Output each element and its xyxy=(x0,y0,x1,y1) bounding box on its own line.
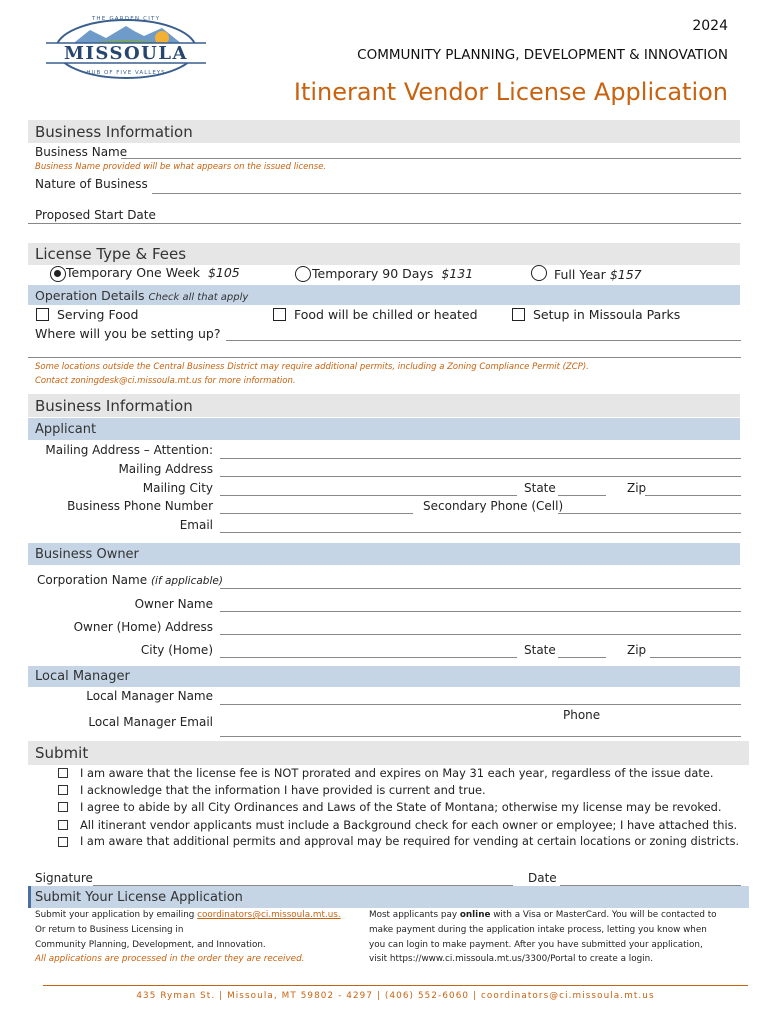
signature-label: Signature xyxy=(35,871,93,885)
owner-name-field[interactable] xyxy=(220,611,741,612)
state-field[interactable] xyxy=(558,495,606,496)
missoula-parks-label: Setup in Missoula Parks xyxy=(533,307,681,322)
owner-address-label: Owner (Home) Address xyxy=(73,620,213,634)
start-date-field[interactable] xyxy=(28,223,741,224)
section-business-info-2: Business Information xyxy=(35,397,193,415)
year: 2024 xyxy=(692,18,728,34)
ack-checkbox-2[interactable] xyxy=(58,785,68,795)
email-label: Email xyxy=(179,518,213,532)
where-field[interactable] xyxy=(226,340,741,341)
submit-email-line: Submit your application by emailing coordinators@ci.missoula.mt.us. xyxy=(35,910,341,920)
payment-line-1: Most applicants pay online with a Visa or MasterCard. You will be contacted to xyxy=(369,910,717,920)
owner-title: Business Owner xyxy=(35,547,139,562)
manager-name-label: Local Manager Name xyxy=(86,689,213,703)
radio-90-days[interactable] xyxy=(295,266,311,282)
submit-return-line: Or return to Business Licensing in xyxy=(35,925,184,935)
ack-text-3: I agree to abide by all City Ordinances and Laws of the State of Montana; otherwise my license may be revoked. xyxy=(80,800,722,814)
city-logo: MISSOULA THE GARDEN CITY HUB OF FIVE VALLEYS xyxy=(40,16,212,82)
radio-full-year[interactable] xyxy=(531,265,547,281)
operation-details-title: Operation Details Check all that apply xyxy=(35,288,249,303)
mailing-city-label: Mailing City xyxy=(142,481,213,495)
manager-name-field[interactable] xyxy=(220,704,741,705)
mailing-address-field[interactable] xyxy=(220,476,741,477)
zoning-contact-note: Contact zoningdesk@ci.missoula.mt.us for more information. xyxy=(35,376,296,386)
business-phone-field[interactable] xyxy=(220,513,413,514)
full-year-label: Full Year $157 xyxy=(554,267,642,282)
footer-contact: 435 Ryman St. | Missoula, MT 59802 - 4297 | (406) 552-6060 | coordinators@ci.missoula.mt.us xyxy=(136,991,655,1001)
radio-one-week[interactable] xyxy=(50,266,66,282)
one-week-label: Temporary One Week $105 xyxy=(66,265,240,280)
owner-city-label: City (Home) xyxy=(140,643,213,657)
applicant-header xyxy=(28,418,740,440)
page-title: Itinerant Vendor License Application xyxy=(293,78,728,106)
owner-name-label: Owner Name xyxy=(134,597,213,611)
corp-name-field[interactable] xyxy=(220,588,741,589)
corp-name-label: Corporation Name (if applicable) xyxy=(37,573,223,587)
ack-checkbox-3[interactable] xyxy=(58,802,68,812)
nature-field[interactable] xyxy=(152,193,741,194)
business-name-field[interactable] xyxy=(121,158,741,159)
owner-zip-field[interactable] xyxy=(650,657,741,658)
ack-checkbox-5[interactable] xyxy=(58,837,68,847)
payment-line-3: you can login to make payment. After you have submitted your application, xyxy=(369,940,703,950)
department-name: COMMUNITY PLANNING, DEVELOPMENT & INNOVATION xyxy=(357,47,728,63)
where-label: Where will you be setting up? xyxy=(35,326,221,341)
owner-city-field[interactable] xyxy=(220,657,517,658)
payment-portal-line: visit https://www.ci.missoula.mt.us/3300/Portal to create a login. xyxy=(369,954,653,964)
ack-checkbox-1[interactable] xyxy=(58,768,68,778)
secondary-phone-label: Secondary Phone (Cell) xyxy=(423,499,564,513)
ack-text-2: I acknowledge that the information I have provided is current and true. xyxy=(80,783,486,797)
payment-line-2: make payment during the application intake process, letting you know when xyxy=(369,925,707,935)
90-days-label: Temporary 90 Days $131 xyxy=(312,266,474,281)
start-date-label: Proposed Start Date xyxy=(35,208,156,222)
owner-address-field[interactable] xyxy=(220,634,741,635)
manager-phone-label: Phone xyxy=(563,708,601,722)
owner-zip-label: Zip xyxy=(627,643,647,657)
ack-checkbox-4[interactable] xyxy=(58,820,68,830)
section-submit: Submit xyxy=(35,744,89,762)
submit-order-note: All applications are processed in the order they are received. xyxy=(35,954,305,964)
ack-text-5: I am aware that additional permits and approval may be required for vending at certain locations or zoning districts. xyxy=(80,835,740,848)
manager-email-label: Local Manager Email xyxy=(88,715,213,729)
where-field-2[interactable] xyxy=(28,357,741,358)
logo-wordmark: MISSOULA xyxy=(64,43,188,64)
submit-app-title: Submit Your License Application xyxy=(35,890,243,905)
submit-dept-line: Community Planning, Development, and Innovation. xyxy=(35,940,266,950)
zip-label: Zip xyxy=(627,481,647,495)
mailing-city-field[interactable] xyxy=(220,495,517,496)
date-label: Date xyxy=(528,871,557,885)
attention-label: Mailing Address – Attention: xyxy=(45,443,213,457)
mailing-address-label: Mailing Address xyxy=(118,462,213,476)
serving-food-label: Serving Food xyxy=(57,307,139,322)
business-name-note: Business Name provided will be what appears on the issued license. xyxy=(35,162,327,172)
business-phone-label: Business Phone Number xyxy=(67,499,213,513)
ack-text-1: I am aware that the license fee is NOT prorated and expires on May 31 each year, regardless of the issue date. xyxy=(80,766,714,780)
secondary-phone-field[interactable] xyxy=(558,513,741,514)
manager-title: Local Manager xyxy=(35,669,130,684)
checkbox-food-chilled[interactable] xyxy=(273,308,286,321)
checkbox-serving-food[interactable] xyxy=(36,308,49,321)
section-business-info: Business Information xyxy=(35,123,193,141)
coordinators-email-link[interactable]: coordinators@ci.missoula.mt.us. xyxy=(197,910,341,920)
manager-email-field[interactable] xyxy=(220,736,741,737)
footer-divider xyxy=(43,985,748,986)
applicant-title: Applicant xyxy=(35,422,97,437)
owner-state-label: State xyxy=(524,643,556,657)
owner-state-field[interactable] xyxy=(558,657,606,658)
zip-field[interactable] xyxy=(645,495,741,496)
attention-field[interactable] xyxy=(220,458,741,459)
food-chilled-label: Food will be chilled or heated xyxy=(294,307,478,322)
email-field[interactable] xyxy=(220,532,741,533)
ack-text-4: All itinerant vendor applicants must include a Background check for each owner or employee; I have attached this. xyxy=(80,818,738,832)
submit-header xyxy=(28,741,749,765)
state-label: State xyxy=(524,481,556,495)
business-name-label: Business Name xyxy=(35,145,128,159)
manager-header xyxy=(28,666,740,687)
checkbox-missoula-parks[interactable] xyxy=(512,308,525,321)
zcp-note: Some locations outside the Central Business District may require additional permits, including a Zoning Compliance Permit (ZCP). xyxy=(35,362,589,372)
nature-label: Nature of Business xyxy=(35,177,148,191)
section-license: License Type & Fees xyxy=(35,245,187,263)
